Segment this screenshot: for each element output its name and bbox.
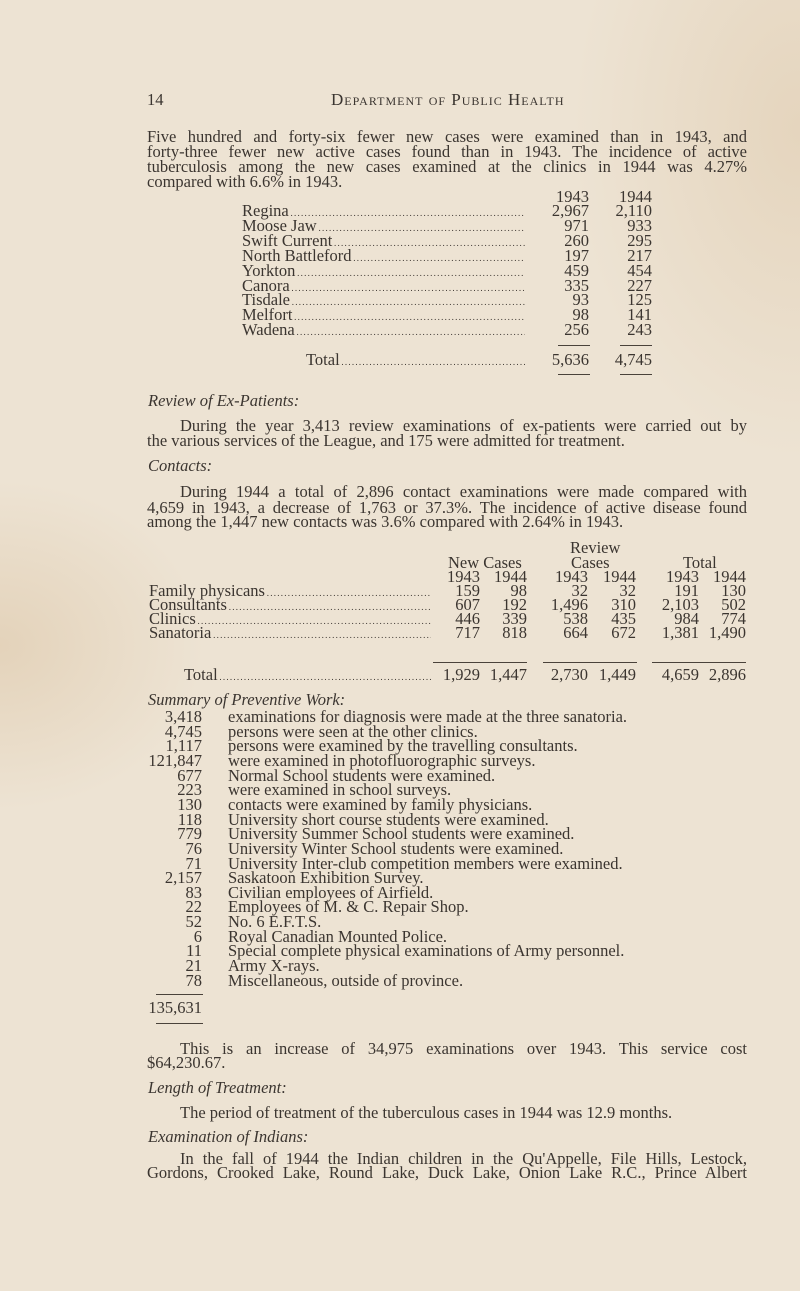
text-line: 4,659 in 1943, a decrease of 1,763 or 37.3%. The incidence of active disease found	[147, 498, 747, 517]
text-line: During 1944 a total of 2,896 contact examinations were made compared with	[180, 482, 747, 501]
table-cell: 310	[611, 595, 636, 614]
page-number: 14	[147, 90, 164, 109]
summary-count: 83	[185, 882, 202, 902]
table-cell: 2,103	[661, 595, 699, 614]
text-line: Five hundred and forty-six fewer new cases were examined than in 1943, and	[147, 127, 747, 146]
section-heading-review: Review of Ex-Patients:	[148, 391, 300, 410]
year-header: 1943	[666, 567, 699, 586]
text-line: compared with 6.6% in 1943.	[147, 172, 343, 191]
section-heading-summary: Summary of Preventive Work:	[148, 690, 346, 709]
text-line: forty-three fewer new active cases found than in 1943. The incidence of active	[147, 142, 747, 161]
table-cell: 774	[721, 609, 746, 628]
summary-text: Normal School students were examined.	[228, 765, 496, 785]
cell-1944: 933	[627, 215, 652, 235]
table-cell: 664	[563, 623, 588, 642]
total-cell: 1,447	[489, 665, 527, 684]
summary-text: Special complete physical examinations of Army personnel.	[228, 941, 625, 961]
summary-text: University Inter-club competition members were examined.	[228, 853, 623, 873]
group-header-new-cases: New Cases	[448, 553, 522, 572]
section-heading-treatment: Length of Treatment:	[148, 1078, 287, 1097]
table-cell: 435	[611, 609, 636, 628]
table-cell: 607	[455, 595, 480, 614]
year-header: 1943	[447, 567, 480, 586]
section-heading-contacts: Contacts:	[148, 456, 213, 475]
group-header-total: Total	[683, 553, 717, 572]
summary-total: 135,631	[148, 998, 202, 1017]
summary-text: persons were examined by the travelling consultants.	[228, 736, 578, 756]
table-cell: 672	[611, 623, 636, 642]
summary-count: 677	[177, 765, 202, 785]
table-cell: 538	[563, 609, 588, 628]
rule	[620, 374, 652, 375]
summary-text: were examined in school surveys.	[228, 780, 452, 800]
row-label: Yorkton	[242, 261, 296, 280]
summary-count: 21	[185, 956, 202, 976]
cell-1944: 217	[627, 245, 652, 265]
section-heading-indians: Examination of Indians:	[148, 1127, 309, 1146]
table-cell: 98	[510, 581, 527, 600]
summary-count: 71	[185, 853, 202, 873]
total-cell: 1,449	[598, 665, 636, 684]
summary-text: examinations for diagnosis were made at the three sanatoria.	[228, 707, 628, 726]
summary-count: 118	[177, 809, 202, 829]
summary-count: 11	[186, 941, 202, 961]
row-label: Melfort	[242, 306, 293, 325]
table-cell: 1,490	[708, 623, 746, 642]
summary-text: Miscellaneous, outside of province.	[228, 970, 464, 990]
table-cell: 502	[721, 595, 746, 614]
total-row	[306, 351, 525, 371]
row-label: Tisdale	[242, 291, 290, 310]
table-cell: 984	[674, 609, 699, 628]
summary-count: 52	[185, 912, 202, 932]
row-label: Swift Current	[242, 231, 333, 250]
text-line: The period of treatment of the tuberculous cases in 1944 was 12.9 months.	[180, 1103, 673, 1122]
cell-1944: 295	[627, 230, 652, 250]
rule	[558, 345, 590, 346]
summary-count: 223	[177, 780, 202, 800]
total-row	[184, 666, 431, 686]
summary-text: Royal Canadian Mounted Police.	[228, 926, 448, 946]
table-cell: 192	[502, 595, 527, 614]
row-label: Family physicans	[149, 582, 265, 600]
row-label: Canora	[242, 276, 290, 295]
cell-1943: 93	[572, 290, 589, 310]
summary-count: 130	[177, 794, 202, 814]
row-label: Sanatoria	[149, 624, 212, 642]
cell-1944: 125	[627, 290, 652, 310]
rule	[558, 374, 590, 375]
rule	[156, 1023, 203, 1024]
table-cell: 159	[455, 581, 480, 600]
row-label: Regina	[242, 202, 289, 220]
table-row	[242, 321, 525, 341]
summary-count: 121,847	[148, 750, 202, 770]
table-cell: 1,381	[661, 623, 699, 642]
row-label: North Battleford	[242, 246, 352, 265]
text-line: among the 1,447 new contacts was 3.6% compared with 2.64% in 1943.	[147, 512, 624, 531]
table-row	[149, 624, 431, 644]
summary-count: 6	[193, 926, 202, 946]
cell-1944: 243	[627, 320, 652, 340]
summary-text: Civilian employees of Airfield.	[228, 882, 434, 902]
summary-text: persons were seen at the other clinics.	[228, 721, 478, 741]
total-label: Total	[306, 351, 340, 369]
total-1943: 5,636	[551, 350, 589, 369]
rule	[433, 662, 527, 663]
year-header: 1944	[494, 567, 527, 586]
year-header: 1943	[555, 567, 588, 586]
total-cell: 4,659	[661, 665, 699, 684]
total-cell: 1,929	[442, 665, 480, 684]
group-header-review: Review	[570, 538, 621, 557]
group-header-review-cases: Cases	[571, 553, 610, 572]
total-cell: 2,730	[550, 665, 588, 684]
text-line: $64,230.67.	[147, 1053, 226, 1072]
cell-1943: 335	[564, 275, 589, 295]
running-title: Department of Public Health	[331, 90, 565, 109]
column-header-1943: 1943	[556, 187, 589, 206]
table-cell: 191	[674, 581, 699, 600]
total-1944: 4,745	[614, 350, 652, 369]
table-cell: 32	[619, 581, 636, 600]
row-label: Consultants	[149, 596, 227, 614]
summary-text: Saskatoon Exhibition Survey.	[228, 868, 424, 888]
cell-1943: 2,967	[551, 201, 589, 220]
cell-1943: 197	[564, 245, 589, 265]
text-line: tuberculosis among the new cases examined at the clinics in 1944 was 4.27%	[147, 157, 747, 176]
summary-count: 4,745	[164, 721, 202, 741]
summary-text: University short course students were examined.	[228, 809, 549, 829]
year-header: 1944	[713, 567, 746, 586]
summary-count: 779	[177, 824, 202, 844]
row-label: Clinics	[149, 610, 196, 628]
summary-text: No. 6 E.F.T.S.	[228, 912, 322, 932]
summary-text: University Winter School students were examined.	[228, 838, 564, 858]
column-header-1944: 1944	[619, 187, 652, 206]
table-cell: 818	[502, 623, 527, 642]
table-cell: 1,496	[550, 595, 588, 614]
row-label: Moose Jaw	[242, 216, 317, 235]
summary-count: 22	[185, 897, 202, 917]
total-label: Total	[184, 666, 218, 684]
year-header: 1944	[603, 567, 636, 586]
cell-1944: 227	[627, 275, 652, 295]
table-cell: 339	[502, 609, 527, 628]
rule	[156, 994, 203, 995]
cell-1943: 459	[564, 260, 589, 280]
summary-text: University Summer School students were examined.	[228, 824, 575, 844]
summary-text: Army X-rays.	[228, 956, 320, 976]
text-line: Gordons, Crooked Lake, Round Lake, Duck Lake, Onion Lake R.C., Prince Albert	[147, 1163, 747, 1182]
summary-text: contacts were examined by family physicians.	[228, 794, 533, 814]
row-label: Wadena	[242, 321, 295, 340]
summary-count: 1,117	[165, 736, 202, 756]
cell-1943: 256	[564, 320, 589, 340]
table-cell: 717	[455, 623, 480, 642]
summary-text: Employees of M. & C. Repair Shop.	[228, 897, 469, 917]
text-line: This is an increase of 34,975 examinations over 1943. This service cost	[180, 1039, 747, 1058]
total-cell: 2,896	[708, 665, 746, 684]
cell-1943: 98	[572, 305, 589, 325]
text-line: the various services of the League, and 175 were admitted for treatment.	[147, 431, 625, 450]
cell-1944: 2,110	[615, 201, 652, 220]
text-line: During the year 3,413 review examinations of ex-patients were carried out by	[180, 416, 747, 435]
summary-count: 76	[185, 838, 202, 858]
cell-1943: 971	[564, 215, 589, 235]
summary-count: 78	[185, 970, 202, 990]
rule	[543, 662, 637, 663]
rule	[620, 345, 652, 346]
summary-count: 3,418	[164, 707, 202, 726]
cell-1943: 260	[564, 230, 589, 250]
text-line: In the fall of 1944 the Indian children in the Qu'Appelle, File Hills, Lestock,	[180, 1149, 747, 1168]
cell-1944: 141	[627, 305, 652, 325]
summary-text: were examined in photofluorographic surveys.	[228, 750, 536, 770]
table-cell: 446	[455, 609, 480, 628]
rule	[652, 662, 746, 663]
table-cell: 130	[721, 581, 746, 600]
table-cell: 32	[571, 581, 588, 600]
summary-count: 2,157	[164, 868, 202, 888]
cell-1944: 454	[627, 260, 652, 280]
